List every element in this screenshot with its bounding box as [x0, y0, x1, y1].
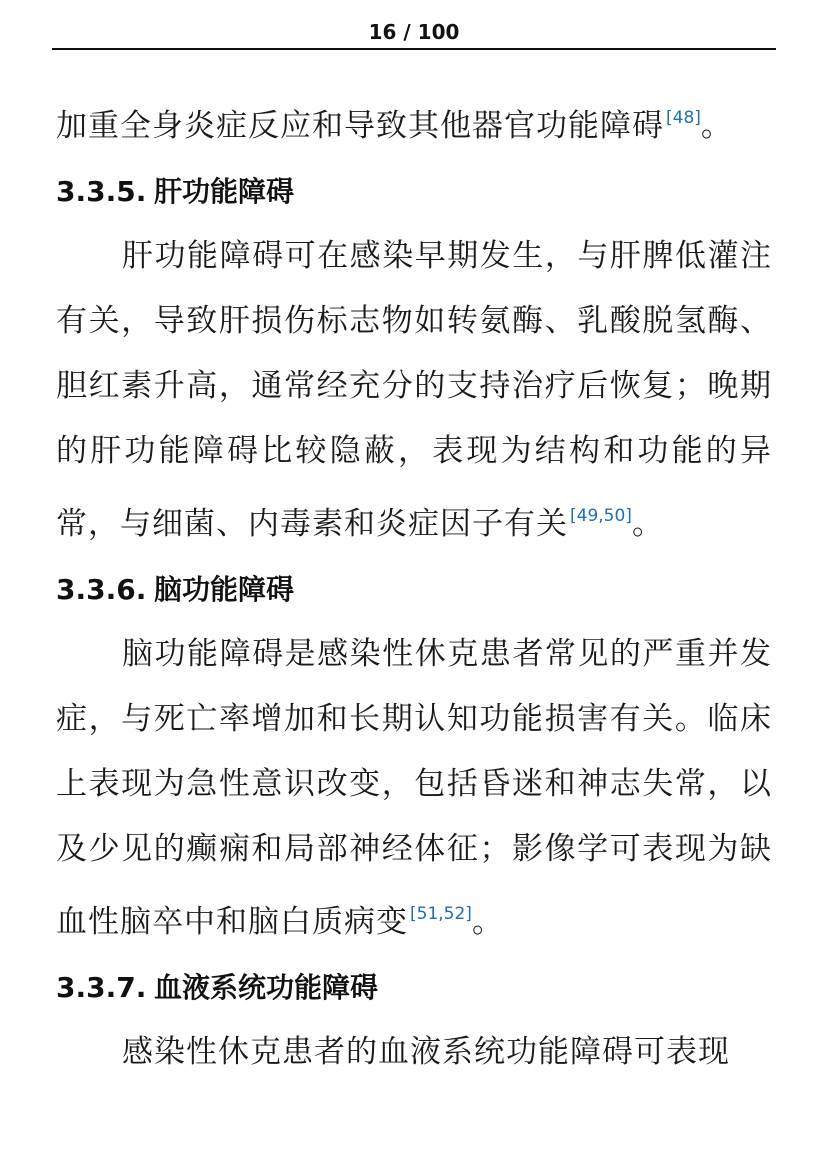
paragraph-text: 感染性休克患者的血液系统功能障碍可表现	[122, 1034, 730, 1070]
paragraph-continuation	[56, 86, 772, 159]
citation-link[interactable]: [48]	[666, 108, 701, 128]
paragraph-text: 肝功能障碍可在感染早期发生，与肝脾低灌注有关，导致肝损伤标志物如转氨酶、乳酸脱氢酶、胆红素升高，通常经充分的支持治疗后恢复；晚期的肝功能障碍比较隐蔽，表现为结构和功能的异常，与细菌、内毒素和炎症因子有关	[56, 238, 772, 542]
section-heading-3-3-6	[56, 557, 772, 622]
section-title: 肝功能障碍	[154, 175, 295, 208]
paragraph-text: 脑功能障碍是感染性休克患者常见的严重并发症，与死亡率增加和长期认知功能损害有关。临床上表现为急性意识改变，包括昏迷和神志失常，以及少见的癫痫和局部神经体征；影像学可表现为缺血性脑卒中和脑白质病变	[56, 636, 772, 940]
paragraph-liver	[56, 224, 772, 557]
paragraph-end-mark: 。	[631, 506, 664, 542]
section-number: 3.3.5.	[56, 175, 147, 208]
citation-link[interactable]: [49,50]	[570, 506, 632, 526]
section-number: 3.3.7.	[56, 971, 147, 1004]
paragraph-hematologic	[56, 1020, 772, 1085]
page-number: 16 / 100	[368, 20, 460, 44]
citation-link[interactable]: [51,52]	[410, 904, 472, 924]
paragraph-text: 加重全身炎症反应和导致其他器官功能障碍	[56, 108, 664, 144]
section-number: 3.3.6.	[56, 573, 147, 606]
paragraph-end-mark: 。	[471, 904, 504, 940]
section-title: 脑功能障碍	[154, 573, 295, 606]
document-body	[56, 86, 772, 1085]
section-heading-3-3-7	[56, 955, 772, 1020]
section-heading-3-3-5	[56, 159, 772, 224]
paragraph-end-mark: 。	[700, 108, 733, 144]
page-header	[52, 18, 776, 50]
section-title: 血液系统功能障碍	[154, 971, 379, 1004]
paragraph-brain	[56, 622, 772, 955]
